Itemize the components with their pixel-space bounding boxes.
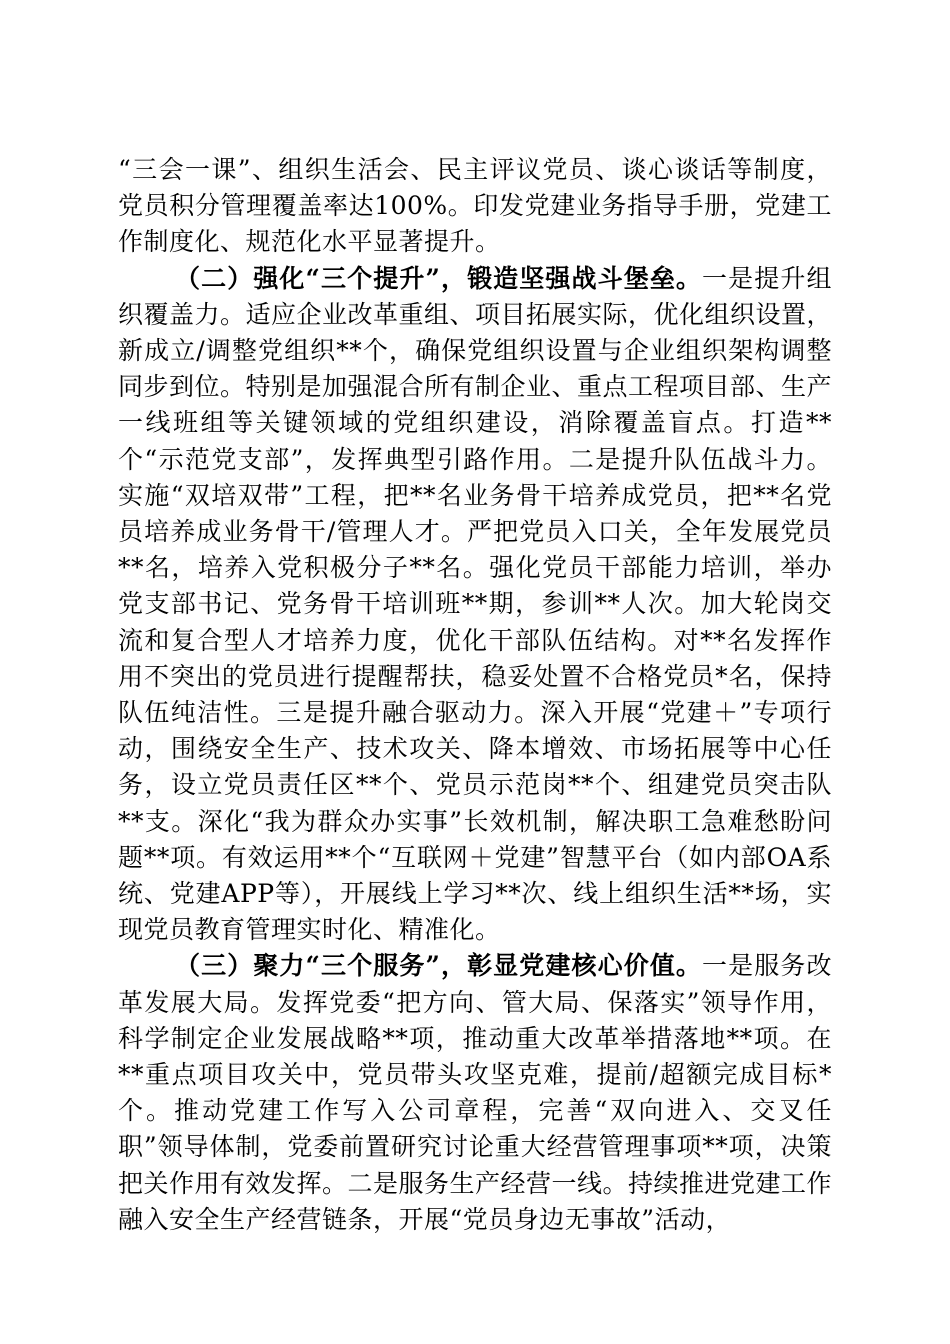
section-heading: （三）聚力“三个服务”，彰显党建核心价值。 <box>175 951 703 981</box>
section-heading: （二）强化“三个提升”，锻造坚强战斗堡垒。 <box>175 263 703 293</box>
document-body <box>118 152 832 1238</box>
paragraph-section-two <box>118 261 832 949</box>
paragraph-text: “三会一课”、组织生活会、民主评议党员、谈心谈话等制度，党员积分管理覆盖率达100%。印发党建业务指导手册，党建工作制度化、规范化水平显著提升。 <box>118 155 832 257</box>
paragraph-continuation <box>118 152 832 261</box>
paragraph-text: 一是提升组织覆盖力。适应企业改革重组、项目拓展实际，优化组织设置，新成立/调整党组织**个，确保党组织设置与企业组织架构调整同步到位。特别是加强混合所有制企业、重点工程项目部、生产一线班组等关键领域的党组织建设，消除覆盖盲点。打造**个“示范党支部”，发挥典型引路作用。二是提升队伍战斗力。实施“双培双带”工程，把**名业务骨干培养成党员，把**名党员培养成业务骨干/管理人才。严把党员入口关，全年发展党员**名，培养入党积极分子**名。强化党员干部能力培训，举办党支部书记、党务骨干培训班**期，参训**人次。加大轮岗交流和复合型人才培养力度，优化干部队伍结构。对**名发挥作用不突出的党员进行提醒帮扶，稳妥处置不合格党员*名，保持队伍纯洁性。三是提升融合驱动力。深入开展“党建＋”专项行动，围绕安全生产、技术攻关、降本增效、市场拓展等中心任务，设立党员责任区**个、党员示范岗**个、组建党员突击队**支。深化“我为群众办实事”长效机制，解决职工急难愁盼问题**项。有效运用**个“互联网＋党建”智慧平台（如内部OA系统、党建APP等），开展线上学习**次、线上组织生活**场，实现党员教育管理实时化、精准化。 <box>118 263 833 945</box>
paragraph-text: 一是服务改革发展大局。发挥党委“把方向、管大局、保落实”领导作用，科学制定企业发展战略**项，推动重大改革举措落地**项。在**重点项目攻关中，党员带头攻坚克难，提前/超额完成目标*个。推动党建工作写入公司章程，完善“双向进入、交叉任职”领导体制，党委前置研究讨论重大经营管理事项**项，决策把关作用有效发挥。二是服务生产经营一线。持续推进党建工作融入安全生产经营链条，开展“党员身边无事故”活动， <box>118 951 833 1234</box>
paragraph-section-three <box>118 948 832 1238</box>
